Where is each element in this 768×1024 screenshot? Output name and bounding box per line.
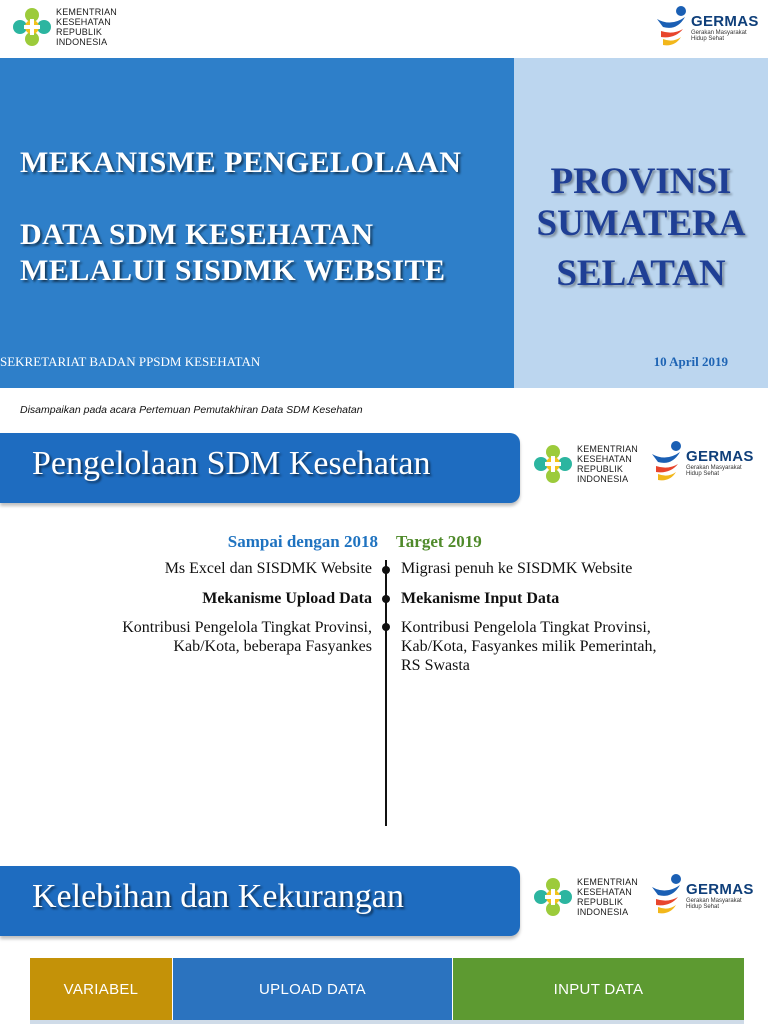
timeline-dot xyxy=(382,595,390,603)
germas-runner-icon xyxy=(650,440,684,484)
kemenkes-logo-text: KEMENTRIAN KESEHATAN REPUBLIK INDONESIA xyxy=(56,7,118,47)
slide2-title: Pengelolaan SDM Kesehatan xyxy=(32,445,431,482)
left-item-mechanism: Mekanisme Upload Data xyxy=(202,590,372,607)
germas-logo xyxy=(655,5,759,49)
table-body-edge xyxy=(30,1020,744,1024)
slide2-germas-logo xyxy=(650,440,754,484)
slide1-header xyxy=(0,0,768,58)
germas-runner-icon xyxy=(650,873,684,917)
event-caption: Disampaikan pada acara Pertemuan Pemutakhiran Data SDM Kesehatan xyxy=(20,404,363,416)
slide-date: 10 April 2019 xyxy=(653,354,728,369)
slide3-kemenkes-logo xyxy=(533,877,638,917)
province-line-2: SUMATERA xyxy=(536,203,746,244)
slide2-banner xyxy=(0,433,520,503)
table-header-variabel: VARIABEL xyxy=(30,958,172,1020)
table-header-input-data: INPUT DATA xyxy=(453,958,744,1020)
right-item-tools: Migrasi penuh ke SISDMK Website xyxy=(401,560,633,577)
slide2-kemenkes-logo xyxy=(533,444,638,484)
kemenkes-flower-icon xyxy=(533,444,573,484)
right-item-mechanism: Mekanisme Input Data xyxy=(401,590,560,607)
left-item-contribution: Kontribusi Pengelola Tingkat Provinsi, Kab/Kota, beberapa Fasyankes xyxy=(122,619,372,655)
right-item-contribution: Kontribusi Pengelola Tingkat Provinsi, Kab/Kota, Fasyankes milik Pemerintah, RS Swasta xyxy=(401,619,657,674)
province-line-3: SELATAN xyxy=(556,253,726,294)
timeline-dot xyxy=(382,566,390,574)
slide3-banner xyxy=(0,866,520,936)
table-header-upload-data: UPLOAD DATA xyxy=(173,958,452,1020)
right-column-heading: Target 2019 xyxy=(396,532,482,551)
kemenkes-logo xyxy=(12,7,117,47)
germas-runner-icon xyxy=(655,5,689,49)
germas-logo-text: GERMAS Gerakan Masyarakat Hidup Sehat xyxy=(691,12,759,42)
title-panel xyxy=(0,58,514,388)
kemenkes-flower-icon xyxy=(12,7,52,47)
germas-logo-text: GERMAS Gerakan Masyarakat Hidup Sehat xyxy=(686,447,754,477)
left-column-heading: Sampai dengan 2018 xyxy=(227,532,378,551)
slide3-germas-logo xyxy=(650,873,754,917)
timeline-dot xyxy=(382,623,390,631)
germas-logo-text: GERMAS Gerakan Masyarakat Hidup Sehat xyxy=(686,880,754,910)
title-line-3: MELALUI SISDMK WEBSITE xyxy=(20,254,446,287)
kemenkes-flower-icon xyxy=(533,877,573,917)
slide3-title: Kelebihan dan Kekurangan xyxy=(32,878,404,915)
title-line-1: MEKANISME PENGELOLAAN xyxy=(20,146,462,179)
secretariat-label: SEKRETARIAT BADAN PPSDM KESEHATAN xyxy=(0,354,261,369)
left-item-tools: Ms Excel dan SISDMK Website xyxy=(164,560,372,577)
province-panel xyxy=(514,58,768,388)
kemenkes-logo-text: KEMENTRIAN KESEHATAN REPUBLIK INDONESIA xyxy=(577,444,639,484)
province-line-1: PROVINSI xyxy=(550,161,732,202)
title-line-2: DATA SDM KESEHATAN xyxy=(20,218,374,251)
kemenkes-logo-text: KEMENTRIAN KESEHATAN REPUBLIK INDONESIA xyxy=(577,877,639,917)
